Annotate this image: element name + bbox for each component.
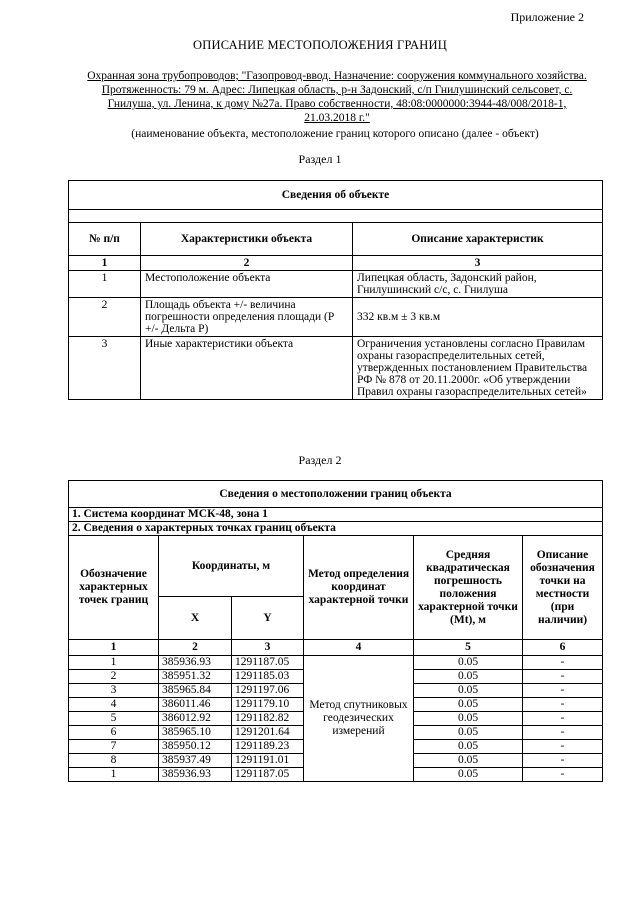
appendix-label: Приложение 2 [510, 10, 584, 24]
point-id: 3 [69, 684, 159, 698]
point-mt: 0.05 [414, 698, 523, 712]
point-mt: 0.05 [414, 726, 523, 740]
point-y: 1291187.05 [232, 656, 304, 670]
point-y: 1291201.64 [232, 726, 304, 740]
col-number: 1 [69, 640, 159, 656]
document-title: ОПИСАНИЕ МЕСТОПОЛОЖЕНИЯ ГРАНИЦ [193, 38, 447, 52]
col-number: 4 [304, 640, 414, 656]
point-x: 386011.46 [159, 698, 232, 712]
header-num: № п/п [69, 223, 141, 256]
row-characteristic: Площадь объекта +/- величина погрешности определения площади (Р +/- Дельта Р) [141, 298, 353, 337]
section-1-label: Раздел 1 [298, 152, 342, 166]
point-id: 1 [69, 768, 159, 782]
row-description: Ограничения установлены согласно Правилам охраны газораспределительных сетей, утвержденных постановлением Правительства РФ № 878 от 20.11.2000г. «Об утверждении Правил охраны газораспределительных сетей» [353, 337, 603, 400]
col-number: 2 [159, 640, 232, 656]
point-x: 386012.92 [159, 712, 232, 726]
point-y: 1291182.82 [232, 712, 304, 726]
boundary-points-table [68, 480, 603, 782]
header-mt: Средняя квадратическая погрешность положения характерной точки (Mt), м [414, 536, 523, 640]
point-x: 385965.10 [159, 726, 232, 740]
row-characteristic: Иные характеристики объекта [141, 337, 353, 400]
coord-system-row [69, 508, 603, 522]
point-y: 1291179.10 [232, 698, 304, 712]
object-info-table [68, 180, 603, 400]
point-mt: 0.05 [414, 712, 523, 726]
point-y: 1291185.03 [232, 670, 304, 684]
point-mt: 0.05 [414, 656, 523, 670]
point-x: 385951.32 [159, 670, 232, 684]
point-mt: 0.05 [414, 684, 523, 698]
point-loc: - [523, 684, 603, 698]
col-number: 5 [414, 640, 523, 656]
header-method: Метод определения координат характерной точки [304, 536, 414, 640]
point-x: 385936.93 [159, 656, 232, 670]
point-x: 385937.49 [159, 754, 232, 768]
table-row [69, 656, 603, 670]
point-id: 5 [69, 712, 159, 726]
header-characteristic: Характеристики объекта [141, 223, 353, 256]
points-title: 2. Сведения о характерных точках границ объекта [69, 522, 603, 536]
table-title: Сведения о местоположении границ объекта [69, 481, 603, 508]
point-loc: - [523, 754, 603, 768]
object-subject: Охранная зона трубопроводов; "Газопровод-ввод. Назначение: сооружения коммунального хозяйства. Протяженность: 79 м. Адрес: Липецкая область, р-н Задонский, с/п Гнилушинский сельсовет, с. Гнилуша, ул. Ленина, к дому №27а. Право собственности, 48:08:0000000:3944-48/008/2018-1, 21.03.2018 г." [87, 70, 587, 124]
row-description: Липецкая область, Задонский район, Гнилушинский с/с, с. Гнилуша [353, 271, 603, 298]
point-x: 385950.12 [159, 740, 232, 754]
method-cell: Метод спутниковых геодезических измерений [304, 656, 414, 782]
row-description: 332 кв.м ± 3 кв.м [353, 298, 603, 337]
point-loc: - [523, 656, 603, 670]
header-coords: Координаты, м [159, 536, 304, 597]
point-id: 7 [69, 740, 159, 754]
point-id: 1 [69, 656, 159, 670]
point-loc: - [523, 726, 603, 740]
row-num: 3 [69, 337, 141, 400]
table-row [69, 298, 603, 337]
header-x: X [159, 597, 232, 640]
header-point: Обозначение характерных точек границ [69, 536, 159, 640]
row-num: 1 [69, 271, 141, 298]
point-y: 1291189.23 [232, 740, 304, 754]
coord-system: 1. Система координат МСК-48, зона 1 [69, 508, 603, 522]
point-x: 385965.84 [159, 684, 232, 698]
col-number: 2 [141, 256, 353, 271]
point-loc: - [523, 712, 603, 726]
point-id: 8 [69, 754, 159, 768]
header-row [69, 536, 603, 597]
point-y: 1291197.06 [232, 684, 304, 698]
section-2-label: Раздел 2 [298, 453, 342, 467]
point-y: 1291187.05 [232, 768, 304, 782]
point-loc: - [523, 698, 603, 712]
object-subject-note: (наименование объекта, местоположение границ которого описано (далее - объект) [131, 128, 539, 140]
table-row [69, 337, 603, 400]
point-loc: - [523, 740, 603, 754]
point-id: 6 [69, 726, 159, 740]
spacer-row [69, 210, 603, 223]
point-id: 4 [69, 698, 159, 712]
point-mt: 0.05 [414, 670, 523, 684]
table-title-row [69, 181, 603, 210]
column-number-row [69, 256, 603, 271]
table-row [69, 271, 603, 298]
row-characteristic: Местоположение объекта [141, 271, 353, 298]
header-y: Y [232, 597, 304, 640]
col-number: 1 [69, 256, 141, 271]
col-number: 3 [232, 640, 304, 656]
table-title-row [69, 481, 603, 508]
point-loc: - [523, 768, 603, 782]
header-row [69, 223, 603, 256]
header-location: Описание обозначения точки на местности (при наличии) [523, 536, 603, 640]
point-id: 2 [69, 670, 159, 684]
row-num: 2 [69, 298, 141, 337]
column-number-row [69, 640, 603, 656]
point-mt: 0.05 [414, 740, 523, 754]
point-loc: - [523, 670, 603, 684]
col-number: 6 [523, 640, 603, 656]
col-number: 3 [353, 256, 603, 271]
points-title-row [69, 522, 603, 536]
point-x: 385936.93 [159, 768, 232, 782]
point-mt: 0.05 [414, 754, 523, 768]
header-description: Описание характеристик [353, 223, 603, 256]
point-mt: 0.05 [414, 768, 523, 782]
point-y: 1291191.01 [232, 754, 304, 768]
table-title: Сведения об объекте [69, 181, 603, 210]
